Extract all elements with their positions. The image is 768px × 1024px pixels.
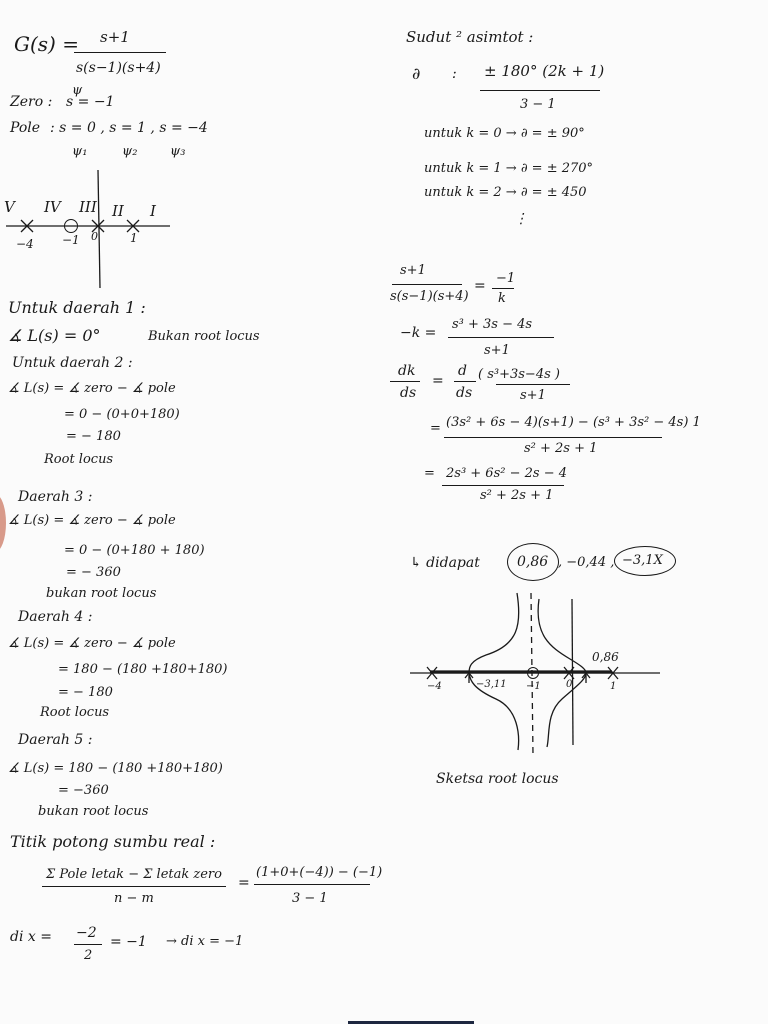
centroid-num2: (1+0+(−4)) − (−1): [256, 865, 383, 880]
bp-rhs-denominator: k: [498, 291, 506, 306]
bp-paren-denominator: s+1: [520, 388, 546, 403]
bp-line4-numerator: (3s² + 6s − 4)(s+1) − (s³ + 3s² − 4s) 1: [446, 415, 701, 430]
zero-mark: ψ: [72, 83, 83, 98]
bp-dds-bar: [454, 381, 476, 382]
tick-label-m1: −1: [62, 233, 80, 247]
region5-title: Daerah 5 :: [18, 732, 93, 748]
region2-line3: = − 180: [66, 429, 121, 444]
bp-line5-equals: =: [424, 466, 435, 481]
centroid-den2: 3 − 1: [292, 891, 328, 906]
asymptote-fraction-bar: [480, 90, 600, 91]
bp-dkds-bar: [390, 381, 420, 382]
bp-line5-bar: [442, 485, 564, 486]
rl-label-1: 1: [610, 681, 617, 692]
region-label-2: II: [112, 202, 124, 220]
rl-zero-circle: [527, 667, 539, 679]
pole-psi1: ψ₁: [72, 144, 88, 159]
region-label-3: III: [79, 198, 97, 216]
asymptote-title: Sudut ² asimtot :: [406, 28, 534, 46]
bp-line3-equals: =: [432, 373, 444, 389]
imag-axis-line: [98, 170, 100, 288]
tf-numerator: s+1: [100, 28, 130, 46]
pole-values: : s = 0 , s = 1 , s = −4: [50, 120, 208, 136]
region5-result: bukan root locus: [38, 804, 149, 819]
asymptote-symbol: ∂: [412, 64, 421, 83]
zero-value: s = −1: [66, 94, 115, 110]
found-value-2: , −0,44 ,: [558, 555, 615, 570]
found-value-3: −3,1X: [622, 553, 663, 568]
region2-title: Untuk daerah 2 :: [12, 355, 133, 371]
zero-marker-circle: [64, 219, 78, 233]
bp-dk: dk: [398, 363, 416, 379]
rl-label-m4: −4: [427, 681, 442, 692]
centroid-denominator: n − m: [114, 891, 154, 906]
pole-psi3: ψ₃: [170, 144, 186, 159]
tick-label-1: 1: [130, 231, 138, 245]
bp-line2-numerator: s³ + 3s − 4s: [452, 317, 533, 332]
asymptote-numerator: ± 180° (2k + 1): [484, 62, 605, 80]
centroid-frac-den: 2: [84, 948, 93, 963]
region-label-1: I: [150, 202, 156, 220]
centroid-title: Titik potong sumbu real :: [10, 832, 216, 851]
rl-label-086: 0,86: [592, 650, 619, 664]
asymptote-k2: untuk k = 2 → ∂ = ± 450: [424, 185, 587, 200]
region2-result: Root locus: [44, 452, 114, 467]
bp-d: d: [458, 363, 467, 379]
bp-line5-denominator: s² + 2s + 1: [480, 488, 554, 503]
region-label-5: V: [4, 198, 15, 216]
bp-line2-lhs: −k =: [400, 325, 437, 341]
bp-line4-bar: [444, 437, 662, 438]
region5-line1: ∡ L(s) = 180 − (180 +180+180): [8, 761, 223, 776]
region-label-4: IV: [44, 198, 61, 216]
region4-line2: = 180 − (180 +180+180): [58, 662, 228, 677]
bp-numerator: s+1: [400, 263, 426, 278]
centroid-fraction-bar2: [254, 884, 370, 885]
found-label: ↳ didapat: [410, 555, 480, 571]
rl-vertical-ref: [572, 599, 573, 745]
region1-result: Bukan root locus: [148, 329, 260, 344]
asymptote-colon: :: [452, 66, 457, 82]
bp-line4-denominator: s² + 2s + 1: [524, 441, 598, 456]
region3-line1: ∡ L(s) = ∡ zero − ∡ pole: [8, 513, 176, 528]
region1-equation: ∡ L(s) = 0°: [8, 326, 101, 345]
bp-line5-numerator: 2s³ + 6s² − 2s − 4: [446, 466, 567, 481]
centroid-numerator: Σ Pole letak − Σ letak zero: [46, 867, 222, 882]
region4-title: Daerah 4 :: [18, 609, 93, 625]
zero-label: Zero :: [10, 94, 53, 110]
centroid-result: = −1: [110, 934, 147, 950]
tf-lhs: G(s) =: [14, 32, 79, 56]
root-locus-caption: Sketsa root locus: [436, 771, 559, 787]
centroid-frac-bar: [74, 944, 102, 945]
tick-label-m4: −4: [16, 237, 34, 251]
bp-line2-denominator: s+1: [484, 343, 510, 358]
asymptote-k1: untuk k = 1 → ∂ = ± 270°: [424, 161, 594, 176]
bp-equals: =: [474, 278, 486, 294]
rl-label-m1: −1: [526, 681, 541, 692]
region-axis-sketch: [0, 160, 200, 300]
tf-denominator: s(s−1)(s+4): [76, 60, 161, 76]
rl-branch-upper-left: [469, 593, 519, 673]
bp-paren-bar: [496, 384, 570, 385]
region3-line3: = − 360: [66, 565, 121, 580]
region1-title: Untuk daerah 1 :: [8, 298, 146, 317]
centroid-fraction-bar: [42, 886, 226, 887]
rl-label-0: 0: [566, 679, 573, 690]
region4-line1: ∡ L(s) = ∡ zero − ∡ pole: [8, 636, 176, 651]
region3-title: Daerah 3 :: [18, 489, 93, 505]
thumb-shadow: [0, 494, 6, 552]
rl-label-m311: −3,11: [476, 679, 507, 690]
pole-label: Pole: [10, 120, 41, 136]
region3-result: bukan root locus: [46, 586, 157, 601]
bp-denominator: s(s−1)(s+4): [390, 289, 469, 304]
asymptote-denominator: 3 − 1: [520, 97, 556, 112]
region5-line2: = −360: [58, 783, 109, 798]
tf-fraction-bar: [74, 52, 166, 53]
region2-line1: ∡ L(s) = ∡ zero − ∡ pole: [8, 381, 176, 396]
asymptote-continuation: ⋮: [514, 211, 528, 227]
bp-line2-bar: [448, 337, 554, 338]
bp-rhs-numerator: −1: [496, 271, 516, 286]
bp-ds2: ds: [456, 385, 473, 401]
centroid-di-label: di x =: [10, 929, 52, 945]
asymptote-k0: untuk k = 0 → ∂ = ± 90°: [424, 126, 585, 141]
rl-branch-upper-right: [538, 599, 586, 673]
region2-line2: = 0 − (0+0+180): [64, 407, 180, 422]
region4-result: Root locus: [40, 705, 110, 720]
found-value-1: 0,86: [517, 554, 549, 570]
bp-fraction-bar: [392, 284, 462, 285]
bp-rhs-bar: [492, 288, 514, 289]
bp-paren-expr: ( s³+3s−4s ): [478, 367, 560, 382]
bp-ds: ds: [400, 385, 417, 401]
region3-line2: = 0 − (0+180 + 180): [64, 543, 205, 558]
tick-label-0: 0: [91, 230, 98, 243]
bp-line4-equals: =: [430, 421, 441, 436]
pole-psi2: ψ₂: [122, 144, 138, 159]
region4-line3: = − 180: [58, 685, 113, 700]
centroid-frac-num: −2: [76, 925, 97, 941]
centroid-equals: =: [238, 875, 250, 891]
centroid-result2: → di x = −1: [166, 934, 244, 949]
